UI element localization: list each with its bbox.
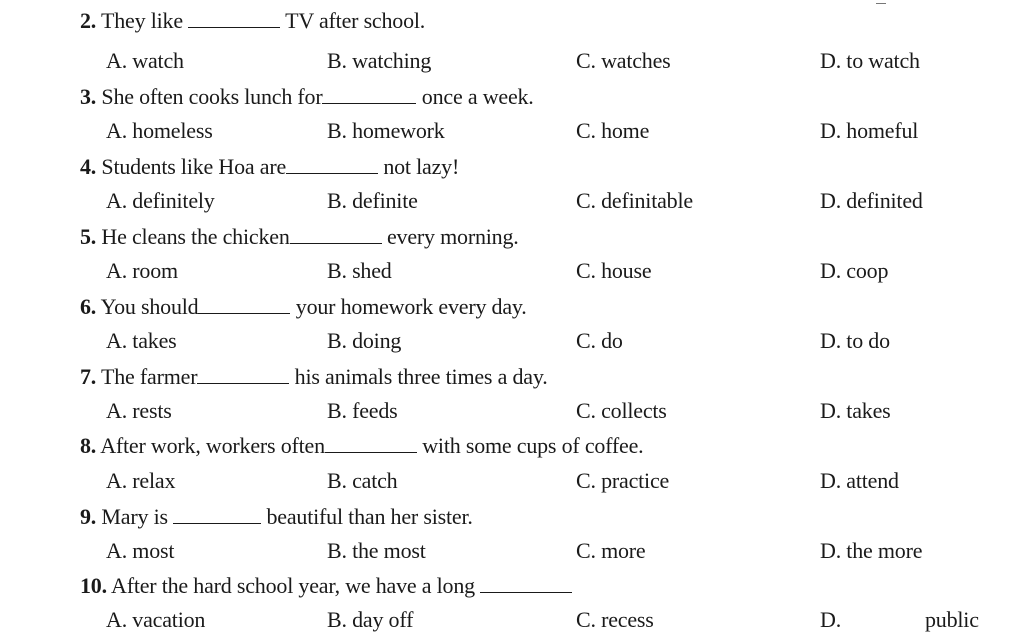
question-text-after: TV after school. (285, 8, 426, 33)
question-text-before: She often cooks lunch for (101, 84, 323, 109)
options-row-3 (0, 118, 1024, 144)
option-a[interactable]: A. vacation (106, 607, 206, 632)
question-number: 8. (80, 433, 97, 458)
question-text-before: The farmer (101, 364, 198, 389)
answer-blank[interactable] (198, 295, 290, 314)
options-row-7 (0, 398, 1024, 424)
question-number: 9. (80, 504, 97, 529)
question-text-before: Mary is (101, 504, 168, 529)
options-row-8 (0, 468, 1024, 494)
option-a[interactable]: A. homeless (106, 118, 213, 143)
answer-blank[interactable] (325, 434, 417, 453)
option-a[interactable]: A. room (106, 258, 178, 283)
answer-blank[interactable] (286, 155, 378, 174)
option-c[interactable]: C. practice (576, 468, 670, 493)
question-9 (80, 504, 473, 530)
question-number: 6. (80, 294, 97, 319)
option-b[interactable]: B. feeds (327, 398, 398, 423)
question-10 (80, 573, 572, 599)
option-d[interactable]: D. coop (820, 258, 889, 283)
option-a[interactable]: A. most (106, 538, 175, 563)
option-c[interactable]: C. recess (576, 607, 654, 632)
options-row-5 (0, 258, 1024, 284)
question-text-before: He cleans the chicken (101, 224, 290, 249)
options-row-6 (0, 328, 1024, 354)
question-6 (80, 294, 527, 320)
question-3 (80, 84, 534, 110)
cropped-mark (876, 0, 886, 4)
option-d[interactable]: D. attend (820, 468, 899, 493)
question-text-before: You should (100, 294, 199, 319)
option-b[interactable]: B. homework (327, 118, 445, 143)
option-d[interactable]: D. takes (820, 398, 891, 423)
answer-blank[interactable] (197, 365, 289, 384)
option-a[interactable]: A. watch (106, 48, 184, 73)
question-number: 7. (80, 364, 97, 389)
option-a[interactable]: A. rests (106, 398, 172, 423)
option-a[interactable]: A. takes (106, 328, 177, 353)
option-c[interactable]: C. do (576, 328, 623, 353)
option-d[interactable]: D. homeful (820, 118, 919, 143)
question-5 (80, 224, 519, 250)
option-d[interactable]: D. the more (820, 538, 923, 563)
question-text-before: After work, workers often (100, 433, 325, 458)
question-text-after: not lazy! (383, 154, 460, 179)
options-row-4 (0, 188, 1024, 214)
options-row-9 (0, 538, 1024, 564)
option-b[interactable]: B. day off (327, 607, 414, 632)
answer-blank[interactable] (322, 85, 416, 104)
question-8 (80, 433, 643, 459)
question-2 (80, 8, 425, 34)
option-c[interactable]: C. more (576, 538, 646, 563)
option-c[interactable]: C. definitable (576, 188, 693, 213)
option-c[interactable]: C. watches (576, 48, 671, 73)
option-b[interactable]: B. the most (327, 538, 426, 563)
answer-blank[interactable] (188, 9, 280, 28)
question-text-before: Students like Hoa are (101, 154, 287, 179)
question-text-after: beautiful than her sister. (266, 504, 473, 529)
option-a[interactable]: A. relax (106, 468, 176, 493)
option-c[interactable]: C. home (576, 118, 650, 143)
option-b[interactable]: B. watching (327, 48, 432, 73)
option-d[interactable]: D. to watch (820, 48, 920, 73)
option-c[interactable]: C. house (576, 258, 652, 283)
option-c[interactable]: C. collects (576, 398, 667, 423)
options-row-10 (0, 607, 1024, 633)
option-a[interactable]: A. definitely (106, 188, 215, 213)
question-number: 4. (80, 154, 97, 179)
question-text-after: every morning. (386, 224, 519, 249)
answer-blank[interactable] (290, 225, 382, 244)
question-number: 3. (80, 84, 97, 109)
option-d[interactable]: D. definited (820, 188, 923, 213)
question-text-before: After the hard school year, we have a long (111, 573, 475, 598)
question-text-after: with some cups of coffee. (422, 433, 644, 458)
option-b[interactable]: B. doing (327, 328, 402, 353)
option-d[interactable]: D. (820, 607, 841, 632)
options-row-2 (0, 48, 1024, 74)
option-b[interactable]: B. shed (327, 258, 392, 283)
question-number: 10. (80, 573, 107, 598)
question-text-after: once a week. (421, 84, 534, 109)
answer-blank[interactable] (173, 505, 261, 524)
question-number: 5. (80, 224, 97, 249)
answer-blank[interactable] (480, 574, 572, 593)
question-number: 2. (80, 8, 97, 33)
option-b[interactable]: B. catch (327, 468, 398, 493)
option-d-text[interactable]: public (925, 607, 979, 632)
question-text-before: They like (101, 8, 183, 33)
option-d[interactable]: D. to do (820, 328, 890, 353)
question-text-after: your homework every day. (295, 294, 527, 319)
option-b[interactable]: B. definite (327, 188, 418, 213)
question-text-after: his animals three times a day. (294, 364, 548, 389)
question-4 (80, 154, 459, 180)
question-7 (80, 364, 548, 390)
